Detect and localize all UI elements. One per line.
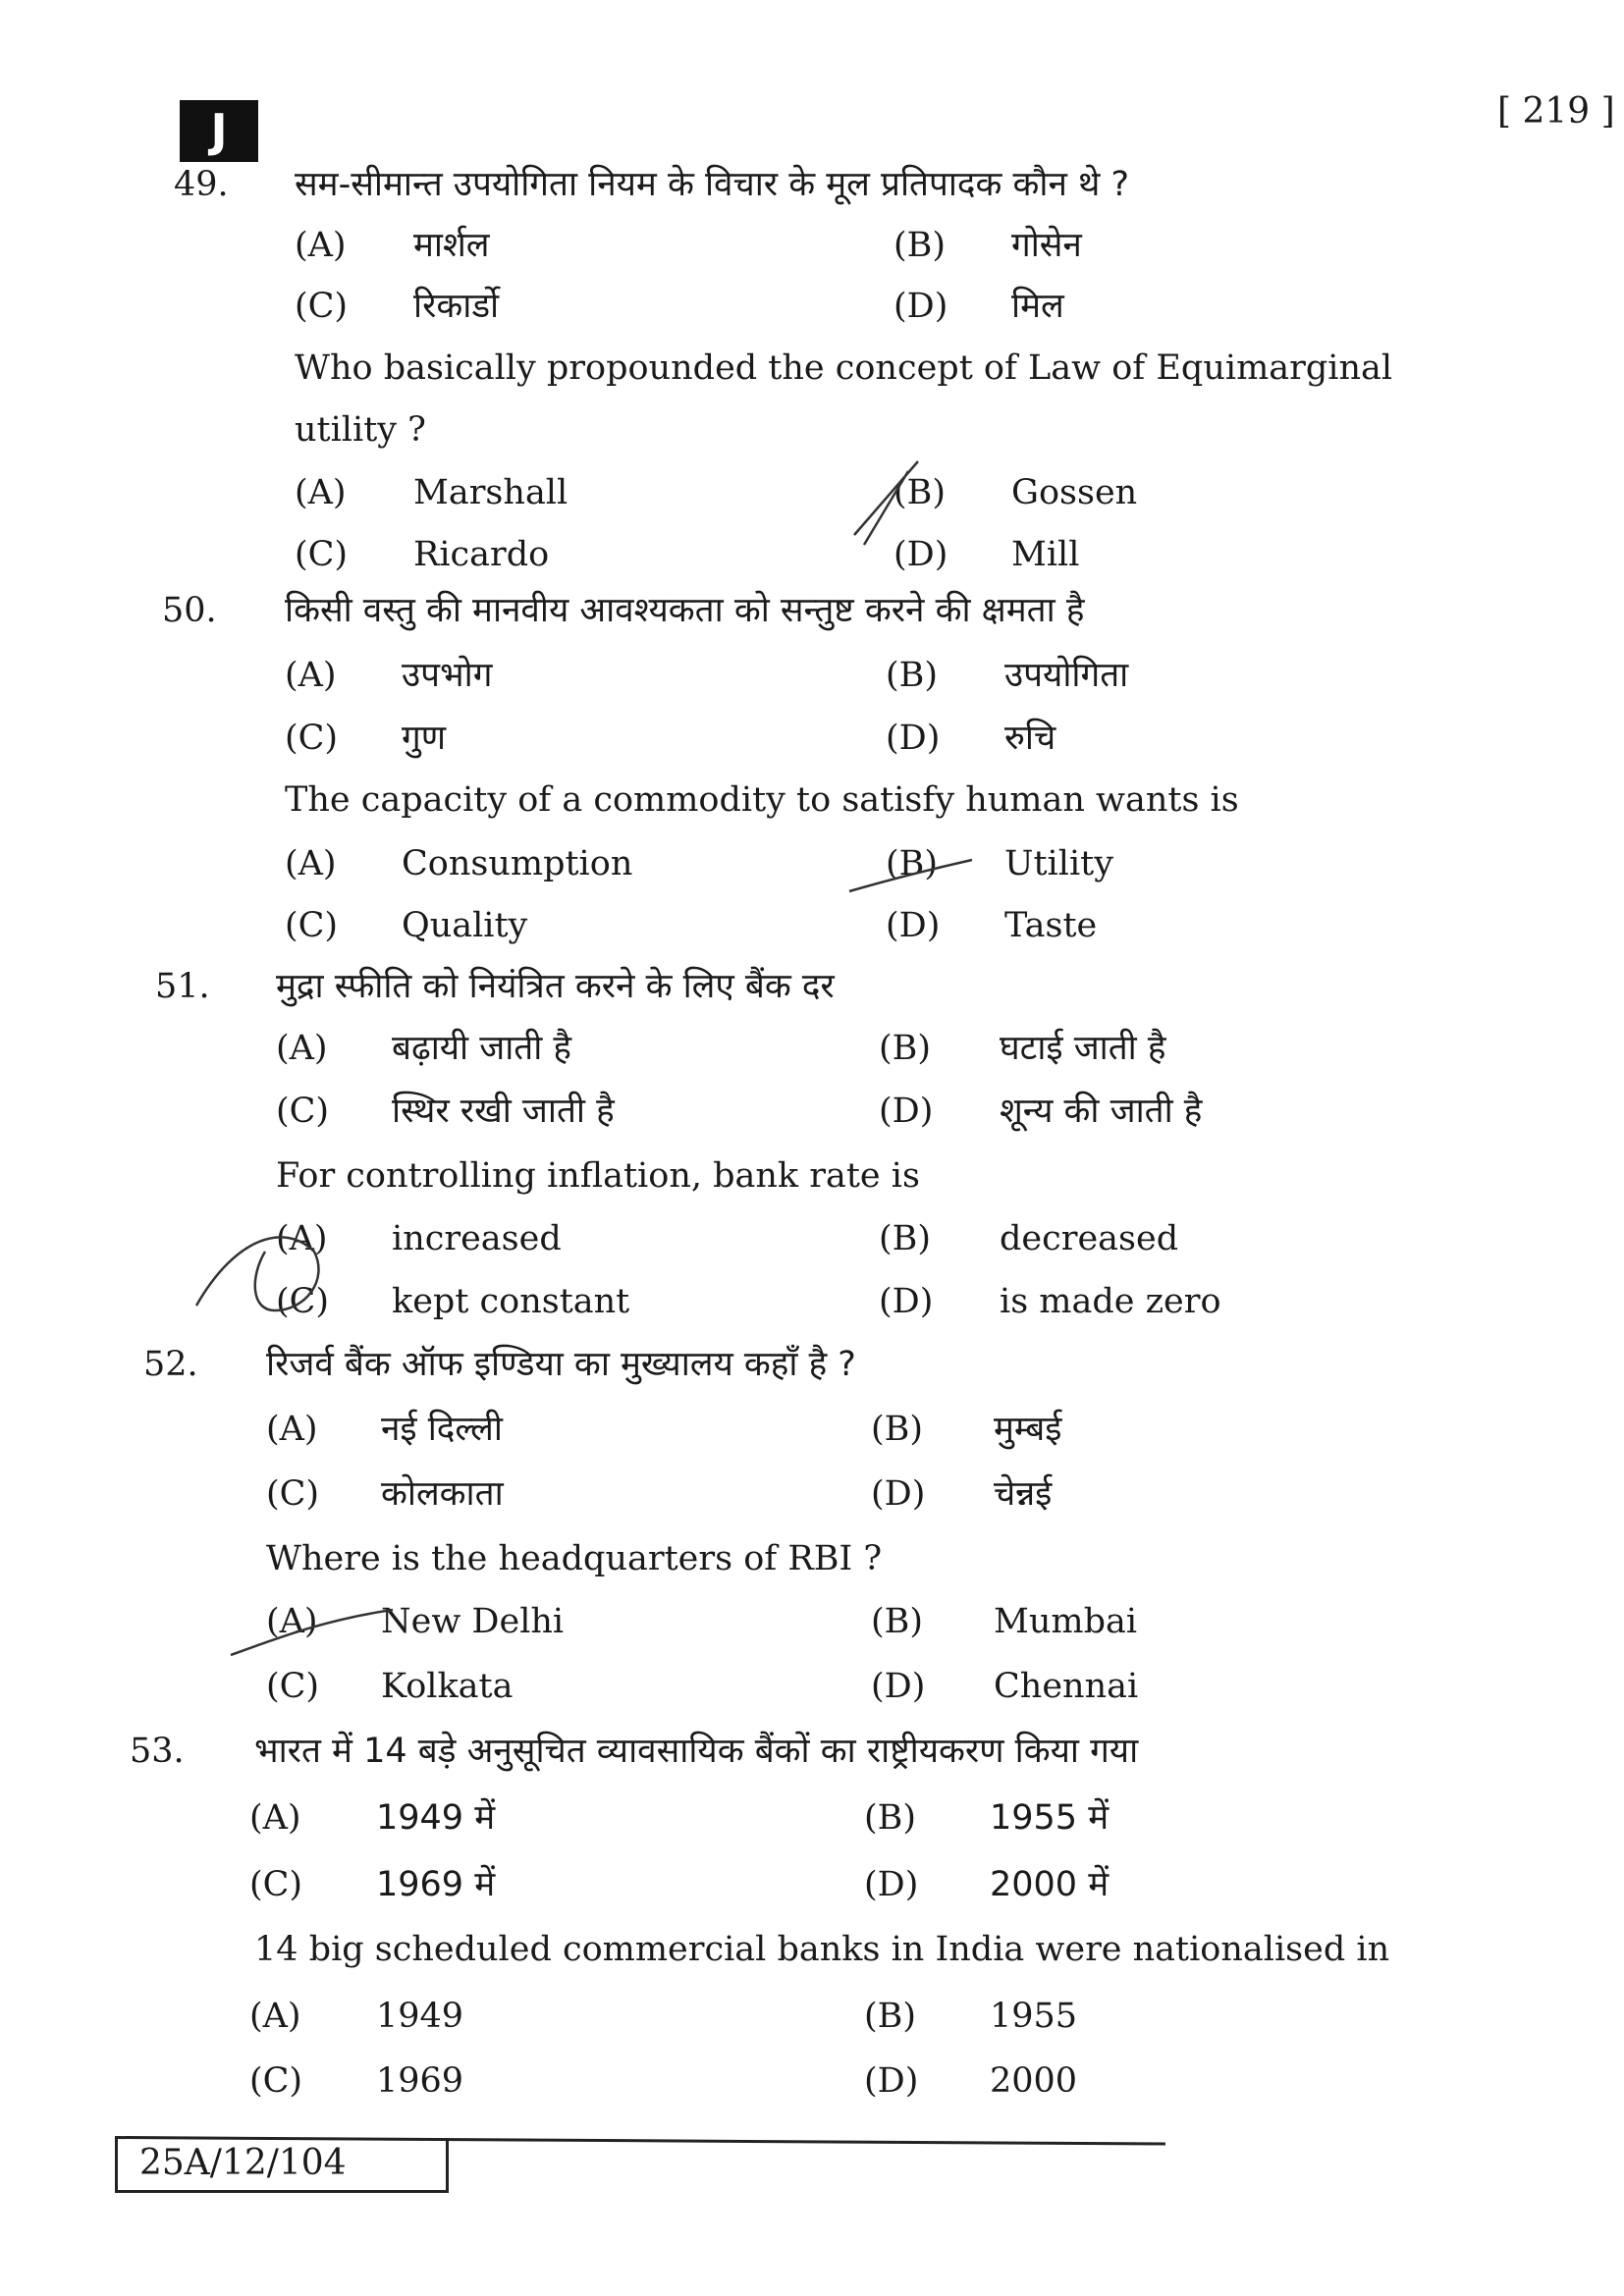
paper-code: 25A/12/104 bbox=[115, 2138, 449, 2193]
option-text: decreased bbox=[1000, 1219, 1179, 1258]
option-letter: (D) bbox=[864, 2061, 919, 2101]
question-text-english: utility ? bbox=[295, 410, 426, 450]
question-number: 52. bbox=[143, 1345, 198, 1384]
question-number: 51. bbox=[155, 967, 210, 1006]
option-letter: (B) bbox=[886, 844, 939, 883]
option-text: 1955 में bbox=[990, 1798, 1110, 1838]
option-text: रिकार्डो bbox=[413, 287, 500, 326]
option-letter: (C) bbox=[295, 287, 349, 326]
tick-mark-q50 bbox=[849, 860, 972, 891]
question-text-english: Where is the headquarters of RBI ? bbox=[266, 1539, 883, 1578]
question-text-english: For controlling inflation, bank rate is bbox=[276, 1156, 920, 1196]
question-text-hindi: भारत में 14 बड़े अनुसूचित व्यावसायिक बैंकों का राष्ट्रीयकरण किया गया bbox=[254, 1732, 1139, 1771]
option-text: मार्शल bbox=[413, 226, 490, 265]
option-letter: (A) bbox=[276, 1029, 328, 1068]
page-number: [ 219 ] bbox=[1497, 91, 1615, 132]
option-text: कोलकाता bbox=[381, 1474, 504, 1514]
option-letter: (D) bbox=[879, 1282, 934, 1321]
option-letter: (B) bbox=[864, 1798, 917, 1838]
question-number: 49. bbox=[174, 165, 229, 204]
option-letter: (A) bbox=[276, 1219, 328, 1258]
option-letter: (C) bbox=[249, 2061, 303, 2101]
option-letter: (B) bbox=[879, 1029, 932, 1068]
option-letter: (A) bbox=[295, 226, 347, 265]
option-text: increased bbox=[392, 1219, 562, 1258]
option-text: Mumbai bbox=[994, 1602, 1138, 1641]
option-text: 1969 bbox=[376, 2061, 464, 2101]
option-text: रुचि bbox=[1004, 719, 1056, 758]
option-text: Quality bbox=[402, 906, 528, 945]
option-letter: (C) bbox=[266, 1667, 320, 1706]
question-text-hindi: सम-सीमान्त उपयोगिता नियम के विचार के मूल प्रतिपादक कौन थे ? bbox=[295, 165, 1130, 204]
option-letter: (C) bbox=[276, 1282, 330, 1321]
option-letter: (B) bbox=[864, 1997, 917, 2036]
option-text: 2000 में bbox=[990, 1865, 1110, 1904]
option-text: उपयोगिता bbox=[1004, 656, 1129, 695]
option-text: चेन्नई bbox=[994, 1474, 1053, 1514]
option-text: घटाई जाती है bbox=[1000, 1029, 1166, 1068]
option-text: स्थिर रखी जाती है bbox=[392, 1092, 615, 1131]
option-text: 1949 bbox=[376, 1997, 464, 2036]
option-letter: (C) bbox=[266, 1474, 320, 1514]
option-text: गुण bbox=[402, 719, 447, 758]
option-text: बढ़ायी जाती है bbox=[392, 1029, 572, 1068]
option-text: मिल bbox=[1011, 287, 1064, 326]
option-text: is made zero bbox=[1000, 1282, 1221, 1321]
set-code-badge: J bbox=[180, 100, 258, 162]
option-text: 2000 bbox=[990, 2061, 1078, 2101]
option-letter: (C) bbox=[276, 1092, 330, 1131]
option-letter: (C) bbox=[295, 535, 349, 574]
option-letter: (D) bbox=[871, 1667, 926, 1706]
option-letter: (B) bbox=[893, 226, 947, 265]
option-text: Kolkata bbox=[381, 1667, 514, 1706]
option-letter: (C) bbox=[249, 1865, 303, 1904]
option-letter: (A) bbox=[266, 1410, 318, 1449]
question-text-english: The capacity of a commodity to satisfy human wants is bbox=[285, 780, 1239, 820]
option-letter: (B) bbox=[893, 473, 947, 512]
option-letter: (A) bbox=[249, 1997, 301, 2036]
option-letter: (D) bbox=[893, 287, 948, 326]
option-letter: (B) bbox=[871, 1410, 924, 1449]
option-letter: (B) bbox=[879, 1219, 932, 1258]
option-text: 1949 में bbox=[376, 1798, 496, 1838]
option-text: Taste bbox=[1004, 906, 1098, 945]
question-number: 53. bbox=[130, 1732, 185, 1771]
option-text: 1969 में bbox=[376, 1865, 496, 1904]
tick-mark-q52 bbox=[231, 1610, 393, 1655]
option-text: नई दिल्ली bbox=[381, 1410, 503, 1449]
tick-mark-q49 bbox=[854, 461, 918, 545]
option-text: Mill bbox=[1011, 535, 1080, 574]
option-text: गोसेन bbox=[1011, 226, 1082, 265]
option-text: शून्य की जाती है bbox=[1000, 1092, 1203, 1131]
question-text-english: Who basically propounded the concept of Law of Equimarginal bbox=[295, 348, 1393, 388]
option-letter: (D) bbox=[871, 1474, 926, 1514]
option-text: 1955 bbox=[990, 1997, 1078, 2036]
question-number: 50. bbox=[162, 591, 217, 630]
option-text: Gossen bbox=[1011, 473, 1138, 512]
question-text-hindi: मुद्रा स्फीति को नियंत्रित करने के लिए बैंक दर bbox=[276, 967, 835, 1006]
option-text: Consumption bbox=[402, 844, 633, 883]
option-letter: (B) bbox=[871, 1602, 924, 1641]
option-letter: (D) bbox=[886, 906, 941, 945]
option-text: Chennai bbox=[994, 1667, 1139, 1706]
option-letter: (B) bbox=[886, 656, 939, 695]
option-letter: (A) bbox=[266, 1602, 318, 1641]
option-text: Marshall bbox=[413, 473, 568, 512]
option-text: मुम्बई bbox=[994, 1410, 1062, 1449]
option-text: New Delhi bbox=[381, 1602, 565, 1641]
option-letter: (A) bbox=[285, 844, 337, 883]
question-text-english: 14 big scheduled commercial banks in India were nationalised in bbox=[254, 1930, 1390, 1969]
option-letter: (D) bbox=[893, 535, 948, 574]
question-text-hindi: रिजर्व बैंक ऑफ इण्डिया का मुख्यालय कहाँ है ? bbox=[266, 1345, 856, 1384]
option-text: Ricardo bbox=[413, 535, 550, 574]
option-letter: (D) bbox=[864, 1865, 919, 1904]
circle-mark-q51 bbox=[196, 1237, 318, 1310]
question-text-hindi: किसी वस्तु की मानवीय आवश्यकता को सन्तुष्ट करने की क्षमता है bbox=[285, 591, 1085, 630]
option-text: Utility bbox=[1004, 844, 1113, 883]
option-text: kept constant bbox=[392, 1282, 630, 1321]
option-text: उपभोग bbox=[402, 656, 493, 695]
option-letter: (A) bbox=[249, 1798, 301, 1838]
option-letter: (D) bbox=[886, 719, 941, 758]
option-letter: (A) bbox=[295, 473, 347, 512]
option-letter: (C) bbox=[285, 719, 339, 758]
option-letter: (D) bbox=[879, 1092, 934, 1131]
option-letter: (A) bbox=[285, 656, 337, 695]
option-letter: (C) bbox=[285, 906, 339, 945]
